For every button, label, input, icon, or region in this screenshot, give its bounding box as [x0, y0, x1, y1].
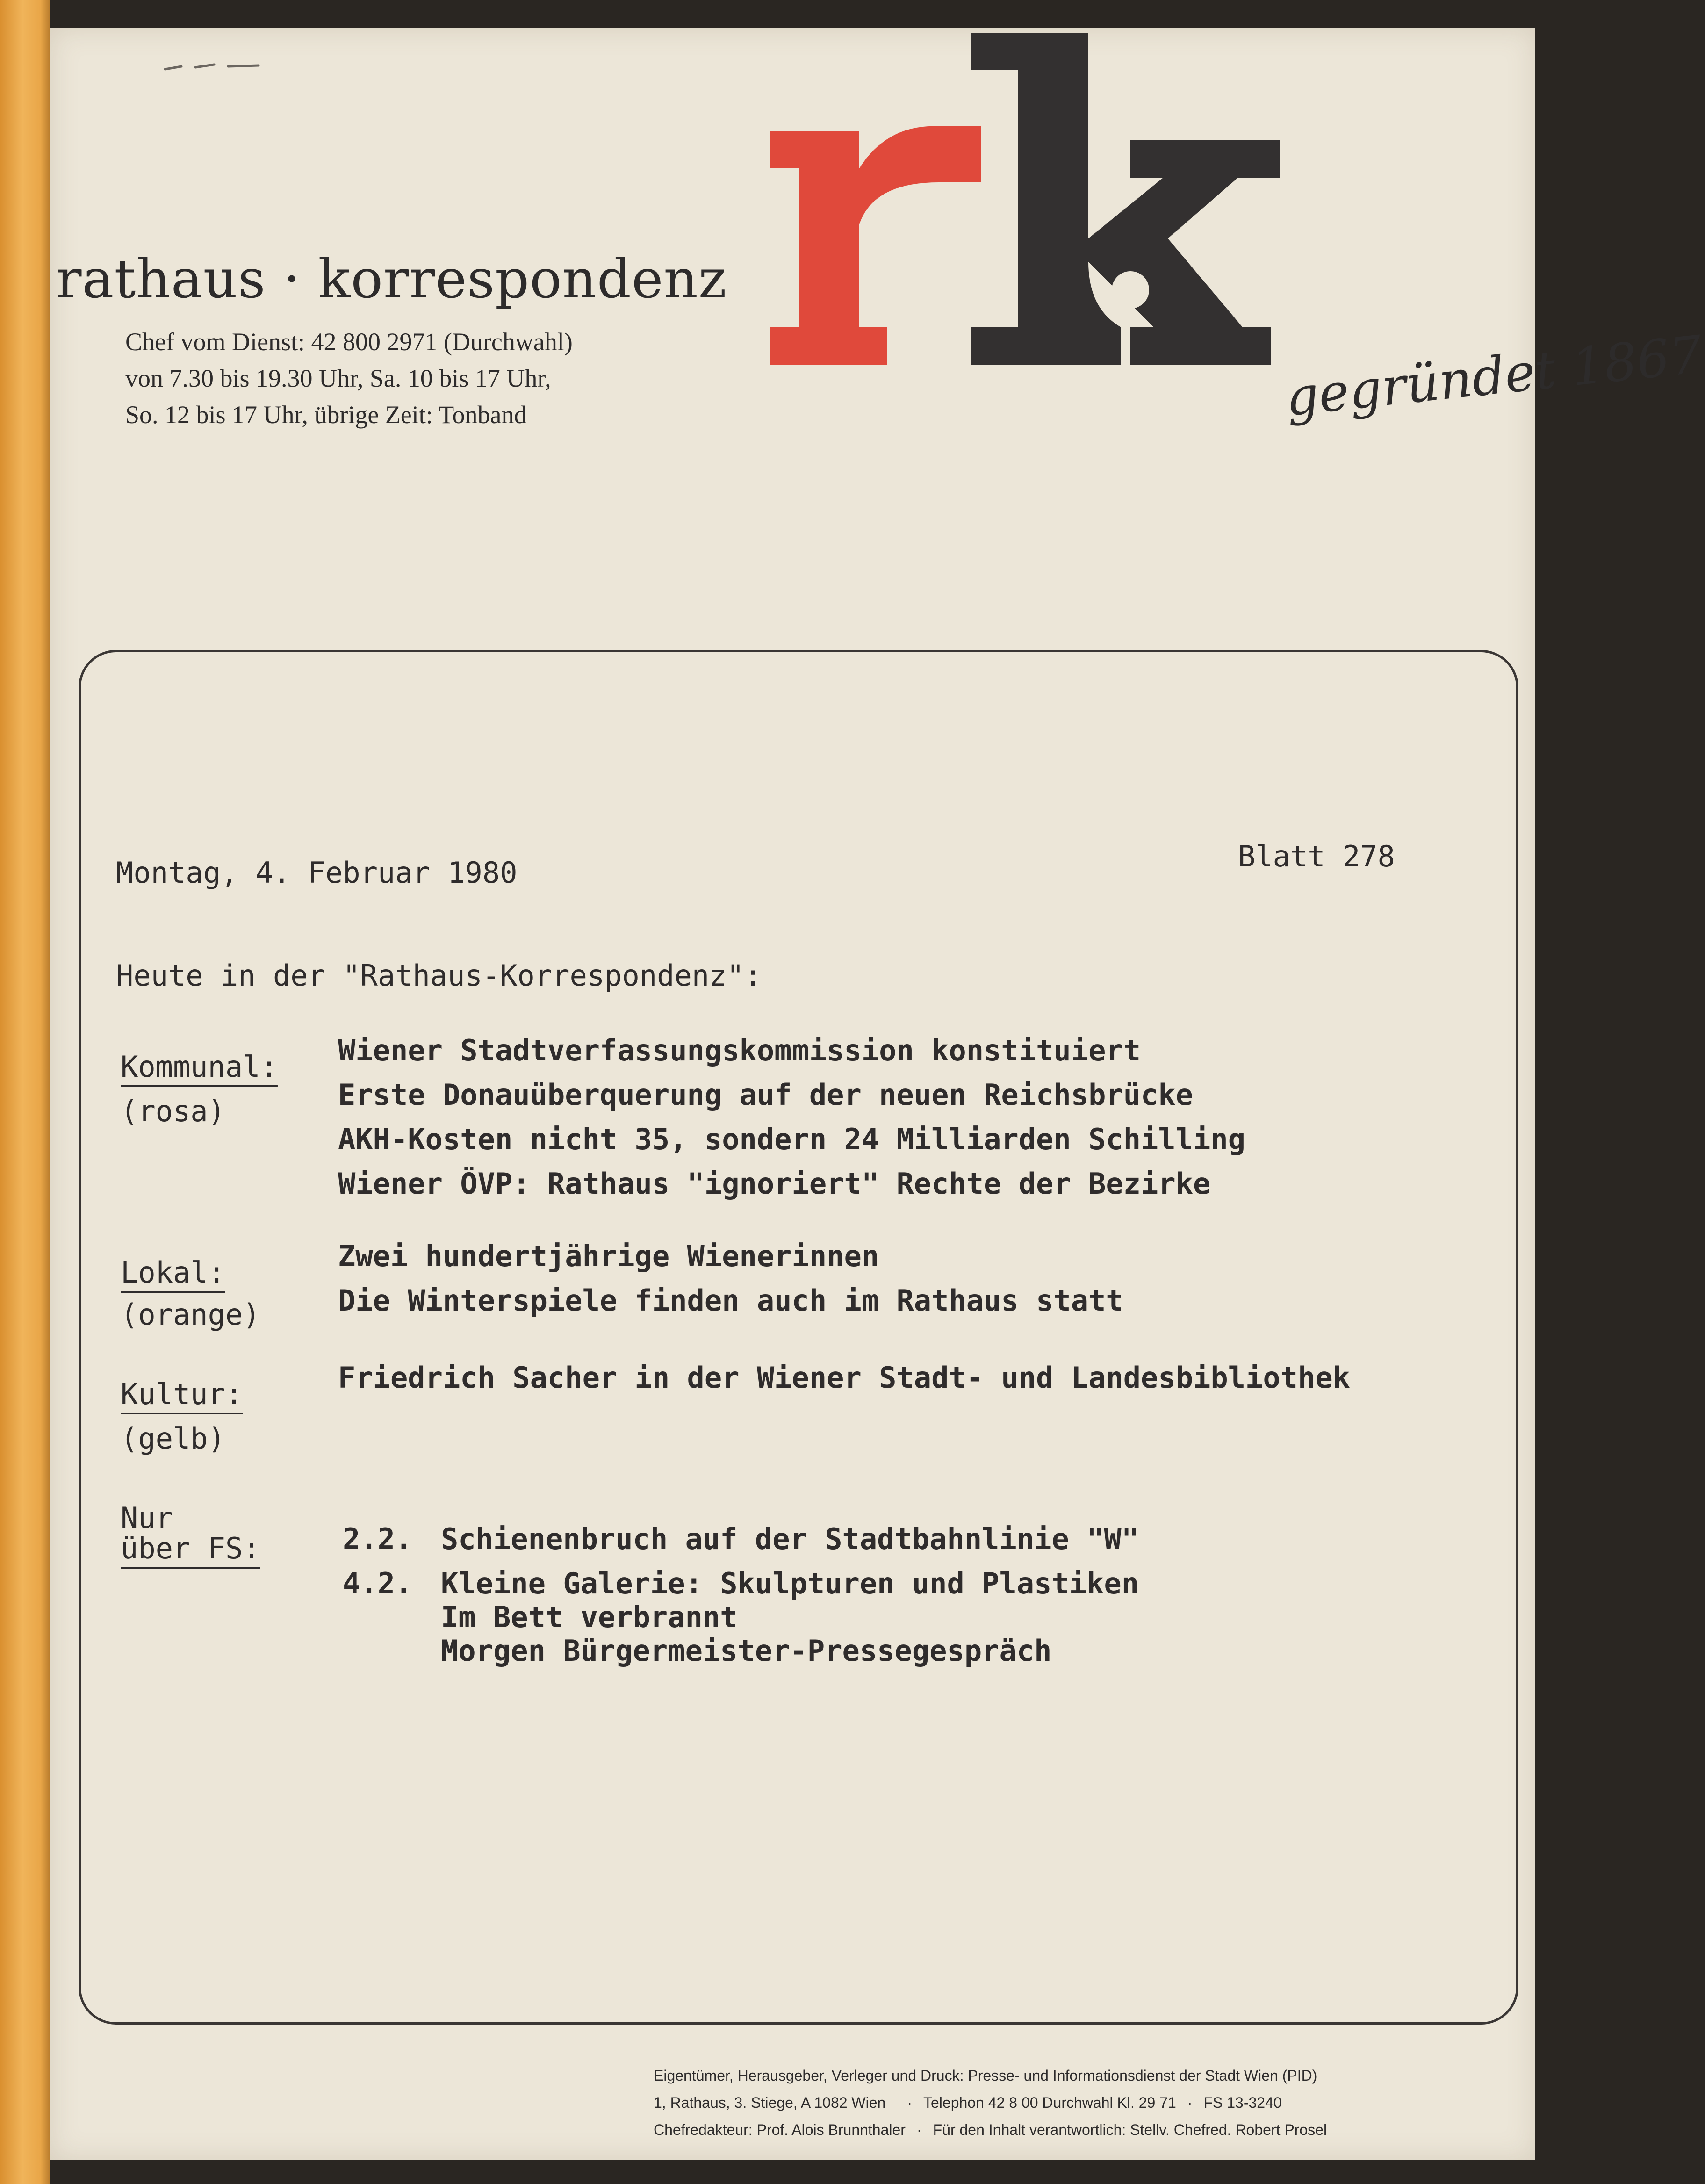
- imprint-address: 1, Rathaus, 3. Stiege, A 1082 Wien: [654, 2094, 886, 2111]
- masthead-title-right: korrespondenz: [318, 248, 727, 310]
- issue-date: Montag, 4. Februar 1980: [116, 856, 518, 890]
- section-label-fs-1: Nur: [121, 1501, 173, 1535]
- headline-item: Morgen Bürgermeister-Pressegespräch: [441, 1634, 1052, 1668]
- imprint-separator: ·: [907, 2094, 912, 2111]
- imprint-telex: FS 13-3240: [1203, 2094, 1282, 2111]
- imprint-phone: Telephon 42 8 00 Durchwahl Kl. 29 71: [923, 2094, 1176, 2111]
- headline-item: Im Bett verbrannt: [441, 1600, 738, 1634]
- section-color-kommunal: (rosa): [121, 1094, 225, 1128]
- section-label-lokal: Lokal:: [121, 1255, 225, 1290]
- telex-date: 2.2.: [343, 1522, 413, 1556]
- logo-letter-r: [770, 126, 981, 365]
- section-label-kultur: Kultur:: [121, 1377, 243, 1411]
- imprint-footer: [654, 2062, 1327, 2143]
- masthead-title: [56, 248, 727, 310]
- imprint-responsible: Für den Inhalt verantwortlich: Stellv. Chefred. Robert Prosel: [933, 2121, 1327, 2138]
- headline-item: Erste Donauüberquerung auf der neuen Reichsbrücke: [338, 1078, 1194, 1112]
- imprint-line: Eigentümer, Herausgeber, Verleger und Druck: Presse- und Informationsdienst der Stadt Wien (PID): [654, 2067, 1317, 2084]
- founded-signature: gegründet 1867: [1282, 324, 1705, 428]
- headline-item: Wiener ÖVP: Rathaus "ignoriert" Rechte der Bezirke: [338, 1167, 1211, 1201]
- masthead-contact-info: [125, 324, 573, 433]
- headline-item: Zwei hundertjährige Wienerinnen: [338, 1239, 879, 1273]
- contents-intro: Heute in der "Rathaus-Korrespondenz":: [116, 959, 762, 993]
- imprint-editor: Chefredakteur: Prof. Alois Brunnthaler: [654, 2121, 906, 2138]
- headline-item: Wiener Stadtverfassungskommission konstituiert: [338, 1033, 1141, 1067]
- headline-item: Kleine Galerie: Skulpturen und Plastiken: [441, 1566, 1139, 1600]
- info-line: So. 12 bis 17 Uhr, übrige Zeit: Tonband: [125, 401, 527, 429]
- info-line: von 7.30 bis 19.30 Uhr, Sa. 10 bis 17 Uhr,: [125, 364, 551, 392]
- imprint-line: [654, 2116, 1327, 2143]
- masthead-title-left: rathaus: [56, 248, 266, 310]
- headline-item: Die Winterspiele finden auch im Rathaus statt: [338, 1283, 1123, 1318]
- section-label-fs-2: über FS:: [121, 1531, 260, 1565]
- headline-item: Schienenbruch auf der Stadtbahnlinie "W": [441, 1522, 1139, 1556]
- book-binding-edge: [0, 0, 50, 2184]
- telex-date: 4.2.: [343, 1566, 413, 1600]
- pencil-mark-icon: [163, 61, 261, 75]
- section-color-kultur: (gelb): [121, 1421, 225, 1456]
- document-page: [50, 28, 1705, 2160]
- section-label-kommunal: Kommunal:: [121, 1050, 278, 1084]
- info-line: Chef vom Dienst: 42 800 2971 (Durchwahl): [125, 328, 573, 356]
- imprint-separator: ·: [1187, 2094, 1193, 2111]
- rk-logo: [719, 28, 1303, 402]
- headline-item: Friedrich Sacher in der Wiener Stadt- und Landesbibliothek: [338, 1361, 1350, 1395]
- imprint-separator: ·: [916, 2121, 922, 2138]
- headline-item: AKH-Kosten nicht 35, sondern 24 Milliarden Schilling: [338, 1122, 1246, 1156]
- section-color-lokal: (orange): [121, 1297, 260, 1332]
- masthead-title-dot: ·: [283, 248, 301, 310]
- imprint-line: [654, 2089, 1327, 2116]
- logo-letter-k: [971, 33, 1280, 365]
- sheet-number: Blatt 278: [1238, 839, 1395, 873]
